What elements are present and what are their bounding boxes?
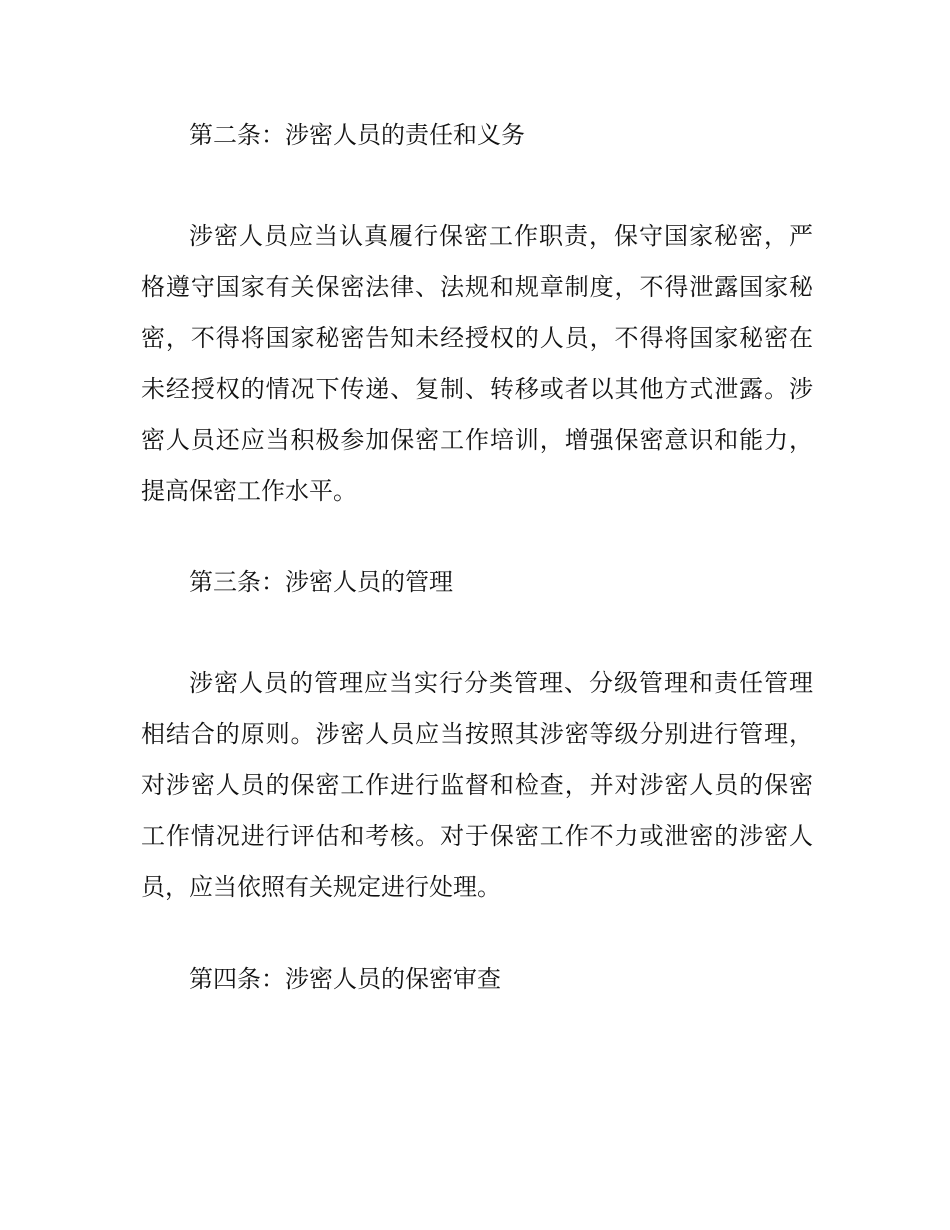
- article-4-heading-text: 第四条：涉密人员的保密审查: [189, 965, 501, 993]
- article-2-line-4: 未经授权的情况下传递、复制、转移或者以其他方式泄露。涉: [141, 375, 813, 403]
- article-2-heading: [141, 110, 813, 161]
- article-4-heading: [141, 954, 813, 1005]
- article-2-line-6: 提高保密工作水平。: [141, 477, 357, 505]
- article-3-heading: [141, 557, 813, 608]
- article-3-heading-text: 第三条：涉密人员的管理: [189, 568, 453, 596]
- article-3-line-2: 相结合的原则。涉密人员应当按照其涉密等级分别进行管理，: [141, 720, 813, 748]
- article-2-line-1: 涉密人员应当认真履行保密工作职责，保守国家秘密，严: [189, 222, 813, 250]
- article-3-line-3: 对涉密人员的保密工作进行监督和检查，并对涉密人员的保密: [141, 771, 813, 799]
- article-2-heading-text: 第二条：涉密人员的责任和义务: [189, 121, 525, 149]
- article-2-line-3: 密，不得将国家秘密告知未经授权的人员，不得将国家秘密在: [141, 324, 813, 352]
- article-2-paragraph: [141, 211, 813, 517]
- article-2-line-5: 密人员还应当积极参加保密工作培训，增强保密意识和能力，: [141, 426, 813, 454]
- article-3-line-5: 员，应当依照有关规定进行处理。: [141, 873, 501, 901]
- article-3-paragraph: [141, 658, 813, 913]
- article-3-line-4: 工作情况进行评估和考核。对于保密工作不力或泄密的涉密人: [141, 822, 813, 850]
- article-2-line-2: 格遵守国家有关保密法律、法规和规章制度，不得泄露国家秘: [141, 273, 813, 301]
- article-3-line-1: 涉密人员的管理应当实行分类管理、分级管理和责任管理: [189, 669, 813, 697]
